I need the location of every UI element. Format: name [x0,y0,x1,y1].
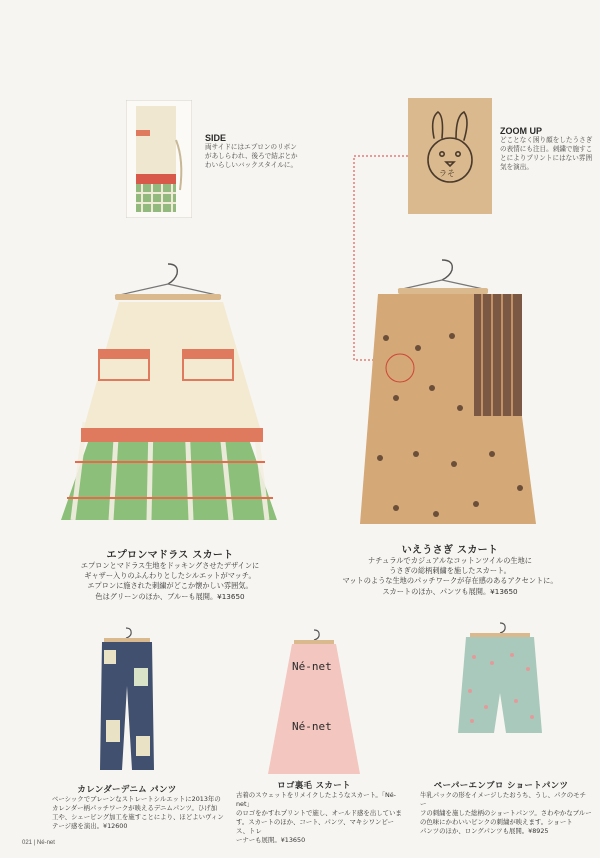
logo-print-bottom: Né-net [292,720,332,733]
calendar-denim-pants-photo [92,626,162,774]
zoom-up-title: ZOOM UP [500,126,542,136]
item-desc-calendar-denim-pants: ベーシックでブレーンなストレートシルエットに2013年の カレンダー柄パッチワークが映えるデニムパンツ。ひげ加 工や、シェービング加工を施すことにより、ほどよいヴィン テージ感を演出。¥12600 [52,795,224,830]
item-desc-logo-skirt: 古着のスウェットをリメイクしたようなスカート。「Né-net」 のロゴをかすれプリントで施し、オールド感を出していま す。スカートのほか、コート、パンツ、マキシワンピース、トレ ーナーも展開。¥13650 [236,791,402,844]
zoom-up-photo [408,98,492,214]
embroidery-text: ラそ [439,169,455,178]
item-desc-rabbit-skirt: ナチュラルでカジュアルなコットンツイルの生地に うさぎの総柄刺繍を施したスカート。 マットのような生地のパッチワークが存在感のあるアクセントに。 スカートのほか、パンツも展開。¥13650 [342,556,558,596]
side-text: 両サイドにはエプロンのリボンがあしらわれ、後ろで結ぶとかわいらしいバックスタイルに。 [205,143,298,169]
apron-madras-skirt-photo [55,262,285,532]
side-title: SIDE [205,133,227,143]
item-name-logo-skirt: ロゴ裏毛 スカート [277,781,351,791]
side-view-photo [126,100,192,218]
page-number: 021 [22,840,33,846]
item-name-apron-madras-skirt: エプロンマドラス スカート [106,550,234,561]
logo-print-top: Né-net [292,660,332,673]
page-folio: 021 | Né-net [22,840,55,846]
item-name-paper-embro-short-pants: ペーパーエンブロ ショートパンツ [433,781,569,791]
item-desc-apron-madras-skirt: エプロンとマドラス生地をドッキングさせたデザインに ギャザー入りのふんわりとしたシルエットがマッチ。 エプロンに施された刺繍がどこか懐かしい雰囲気。 色はグリーンのほか、ブルーも展開。¥13650 [80,561,260,601]
paper-embro-short-pants-photo [452,621,548,741]
item-name-calendar-denim-pants: カレンダーデニム パンツ [77,785,177,795]
footer-brand: Né-net [36,840,55,846]
zoom-up-text: どことなく困り顔をしたうさぎの表情にも注目。刺繍で施すことによりプリントにはない雰囲気を演出。 [500,136,593,171]
item-name-rabbit-skirt: いえうさぎ スカート [401,545,499,556]
rabbit-skirt-photo [356,258,542,530]
item-desc-paper-embro-short-pants: 牛乳パックの形をイメージしたおうち、うし、パクのモチー フの刺繍を施した総柄のショートパンツ。さわやかなブルー の色味にかわいいピンクの刺繍が映えます。ショート パンツのほか、ロングパンツも展開。¥8925 [420,791,592,835]
logo-skirt-photo [266,628,362,776]
